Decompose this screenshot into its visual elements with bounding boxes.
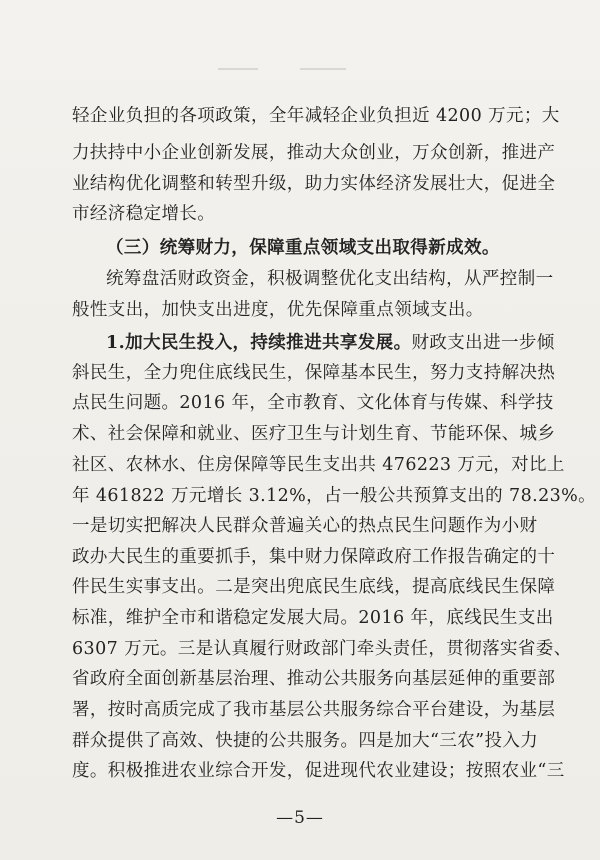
text-line: 标准，维护全市和谐稳定发展大局。2016 年，底线民生支出 bbox=[72, 608, 554, 628]
subsection-line bbox=[106, 331, 555, 355]
section-heading: （三）统筹财力，保障重点领域支出取得新成效。 bbox=[106, 238, 500, 258]
text-line: 点民生问题。2016 年，全市教育、文化体育与传媒、科学技 bbox=[72, 393, 554, 413]
text-line: 件民生实事支出。二是突出兜底民生底线，提高底线民生保障 bbox=[72, 577, 556, 597]
text-line: 6307 万元。三是认真履行财政部门牵头责任，贯彻落实省委、 bbox=[72, 639, 572, 659]
text-line: 市经济稳定增长。 bbox=[72, 204, 216, 224]
page-number: —5— bbox=[276, 808, 324, 828]
text-line: 术、社会保障和就业、医疗卫生与计划生育、节能环保、城乡 bbox=[72, 424, 556, 444]
text-line: 一是切实把解决人民群众普遍关心的热点民生问题作为小财 bbox=[72, 516, 538, 536]
scan-artifact bbox=[218, 68, 258, 70]
text-line: 省政府全面创新基层治理、推动公共服务向基层延伸的重要部 bbox=[72, 669, 556, 689]
text-span: 财政支出进一步倾 bbox=[411, 333, 555, 353]
text-line: 般性支出，加快支出进度，优先保障重点领域支出。 bbox=[72, 300, 484, 320]
text-line: 社区、农林水、住房保障等民生支出共 476223 万元，对比上 bbox=[72, 455, 565, 475]
text-line: 政办大民生的重要抓手，集中财力保障政府工作报告确定的十 bbox=[72, 547, 556, 567]
text-line: 轻企业负担的各项政策，全年减轻企业负担近 4200 万元；大 bbox=[72, 106, 560, 126]
text-line: 署，按时高质完成了我市基层公共服务综合平台建设，为基层 bbox=[72, 700, 556, 720]
text-line: 度。积极推进农业综合开发，促进现代农业建设；按照农业“三 bbox=[72, 761, 565, 781]
text-line: 斜民生，全力兜住底线民生，保障基本民生，努力支持解决热 bbox=[72, 363, 556, 383]
subsection-heading: 1.加大民生投入，持续推进共享发展。 bbox=[106, 333, 412, 353]
text-line: 力扶持中小企业创新发展，推动大众创业，万众创新，推进产 bbox=[72, 143, 556, 163]
text-line: 群众提供了高效、快捷的公共服务。四是加大“三农”投入力 bbox=[72, 731, 539, 751]
text-line: 统筹盘活财政资金，积极调整优化支出结构，从严控制一 bbox=[106, 269, 554, 289]
text-line: 业结构优化调整和转型升级，助力实体经济发展壮大，促进全 bbox=[72, 174, 556, 194]
scan-artifact bbox=[300, 68, 346, 70]
text-line: 年 461822 万元增长 3.12%，占一般公共预算支出的 78.23%。 bbox=[72, 486, 597, 506]
